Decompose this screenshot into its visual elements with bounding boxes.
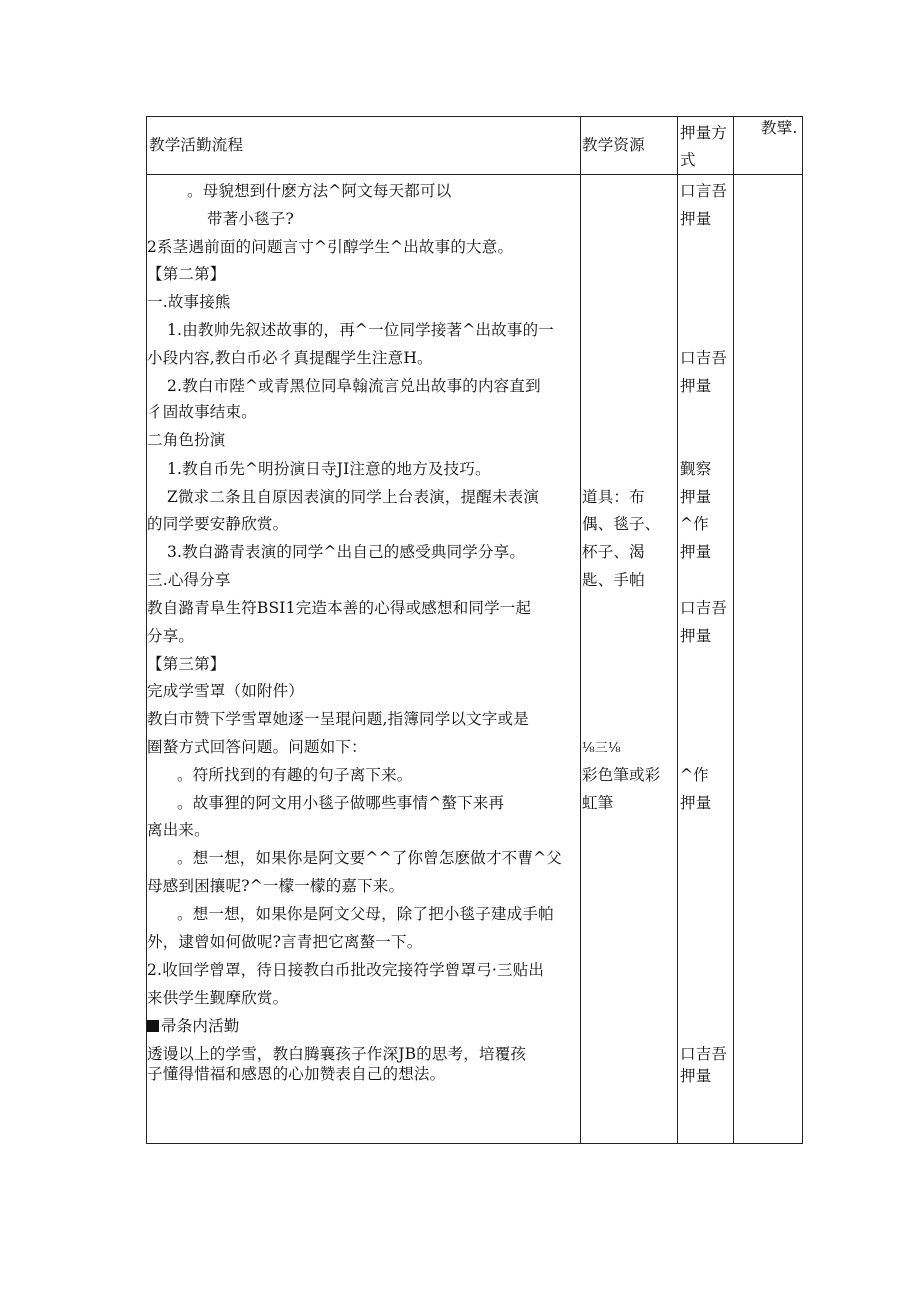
- lesson-plan-table: [146, 116, 803, 1144]
- activity-line: 的同学要安静欣赏。: [147, 515, 289, 533]
- column-divider: [733, 117, 734, 1143]
- square-bullet-icon: [147, 1020, 159, 1032]
- resource-line: 道具：布: [582, 488, 645, 506]
- activity-line: 来供学生觐摩欣赏。: [147, 989, 289, 1007]
- column-divider: [580, 117, 581, 1143]
- activity-line: 完成学雪罩（如附件）: [147, 682, 305, 700]
- assessment-line: 押量: [680, 1067, 712, 1085]
- activity-line: 。符所找到的有趣的句子离下来。: [177, 766, 413, 784]
- header-notes: 教擘.: [761, 119, 798, 137]
- activity-line: 三.心得分享: [147, 571, 231, 589]
- header-resource: 教学资源: [582, 136, 645, 154]
- activity-line: 小段内容,教白币必彳真提醒学生注意H。: [147, 349, 433, 367]
- activity-line: 透谩以上的学雪，教白腾襄孩子作深JB的思考，培覆孩: [147, 1045, 527, 1063]
- assessment-line: 押量: [680, 377, 712, 395]
- activity-line: 母感到困攘呢?^一檬一檬的嘉下来。: [147, 877, 405, 895]
- assessment-line: 口吉吾: [680, 599, 728, 617]
- section-heading: 【第二第】: [147, 265, 226, 283]
- header-assessment: 押量方: [680, 124, 728, 142]
- activity-line: 。故事狸的阿文用小毯子做哪些事情^螯下来再: [177, 794, 505, 812]
- activity-line: 。想一想，如果你是阿文要^^了你曾怎麽做才不曹^父: [177, 849, 562, 867]
- assessment-line: 觐察: [680, 460, 712, 478]
- activity-line: 带著小毯子?: [207, 210, 295, 228]
- assessment-line: 口吉吾: [680, 1045, 728, 1063]
- activity-line: 一.故事接熊: [147, 293, 231, 311]
- section-heading: 帚条内活勤: [147, 1016, 240, 1036]
- activity-line: 子懂得惜福和感恩的心加赞表自己的想法。: [147, 1065, 446, 1083]
- activity-line: 2.收回学曾罩，待日接教白币批改完接符学曾罩弓·三贴出: [147, 961, 545, 979]
- activity-line: 二角色扮演: [147, 431, 226, 449]
- assessment-line: ^作: [680, 515, 709, 533]
- header-assessment-line2: 式: [680, 151, 696, 169]
- activity-line: 2系茎遇前面的问题言寸^引醇学生^出故事的大意。: [147, 238, 514, 256]
- resource-line: 杯子、渴: [582, 543, 645, 561]
- activity-line: 教自潞青阜生符BSI1完造本善的心得或感想和同学一起: [147, 599, 532, 617]
- resource-line: 匙、手帕: [582, 571, 645, 589]
- assessment-line: 押量: [680, 543, 712, 561]
- activity-line: 离出来。: [147, 821, 210, 839]
- activity-line: 1.由教帅先叙述故事的，再^一位同学接著^出故事的一: [167, 321, 554, 339]
- activity-line: 2.教白市陛^或青黑位同阜翰流言兑出故事的内容直到: [167, 377, 541, 395]
- assessment-line: 押量: [680, 794, 712, 812]
- resource-line: 彩色筆或彩: [582, 766, 661, 784]
- assessment-line: 押量: [680, 210, 712, 228]
- header-activity: 教学活勤流程: [149, 136, 244, 154]
- column-divider: [677, 117, 678, 1143]
- assessment-line: 口言吾: [680, 182, 728, 200]
- activity-line: 分享。: [147, 627, 195, 645]
- activity-line: 1.教自币先^明扮演日寺JI注意的地方及技巧。: [167, 460, 491, 478]
- activity-line: 3.教白潞青表演的同学^出自己的感受典同学分享。: [167, 543, 526, 561]
- assessment-line: 口吉吾: [680, 349, 728, 367]
- activity-line: 。母貌想到什麽方法^阿文每天都可以: [187, 182, 452, 200]
- assessment-line: 押量: [680, 488, 712, 506]
- activity-line: 圈螯方式回答问题。问题如下：: [147, 738, 367, 756]
- resource-line: ⅛三⅛: [582, 741, 621, 756]
- activity-line: Z微求二条且自原因表演的同学上台表演，提醒未表演: [167, 488, 540, 506]
- assessment-line: 押量: [680, 627, 712, 645]
- activity-line: 。想一想，如果你是阿文父母，除了把小毯子建成手帕: [177, 905, 554, 923]
- header-divider: [147, 174, 802, 175]
- resource-line: 偶、毯子、: [582, 515, 661, 533]
- assessment-line: ^作: [680, 766, 709, 784]
- activity-line: 外，逮曾如何做呢?言青把它离螯一下。: [147, 933, 423, 951]
- activity-line: 教白市赞下学雪罩她逐一呈琨问题,指簿同学以文字或是: [147, 710, 529, 728]
- resource-line: 虹筆: [582, 794, 614, 812]
- activity-line: 彳固故事结束。: [147, 403, 257, 421]
- section-heading: 【第三第】: [147, 655, 226, 673]
